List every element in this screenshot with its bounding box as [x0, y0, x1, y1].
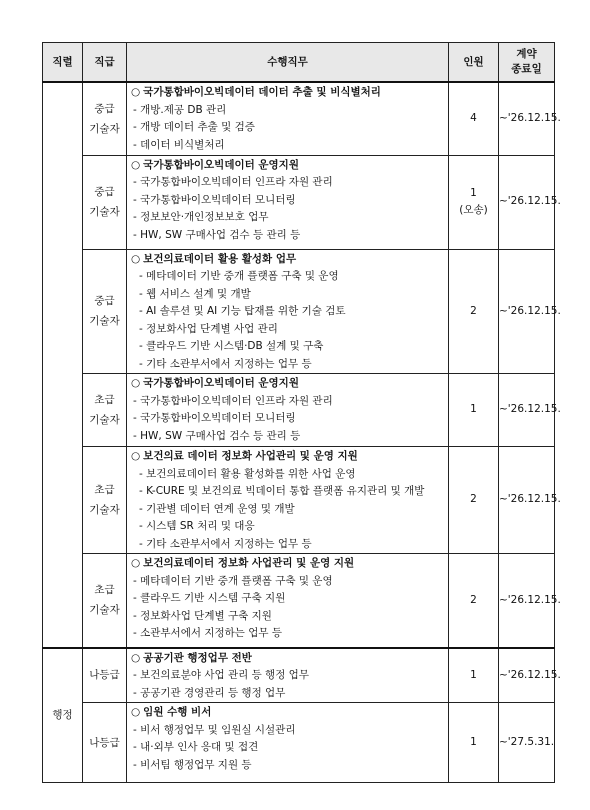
- table-body: [43, 82, 561, 783]
- duty-title: [131, 448, 444, 466]
- duty-item: - HW, SW 구매사업 검수 등 관리 등: [133, 228, 301, 241]
- count-cell: [449, 703, 499, 783]
- duty-item: - 기관별 데이터 연계 운영 및 개발: [139, 502, 295, 515]
- count-text: 1: [470, 668, 477, 681]
- contract-end-cell: ~'26.12.15.: [499, 447, 555, 554]
- count-cell: [449, 447, 499, 554]
- count-text: (오송): [459, 204, 488, 216]
- duty-title-text: 임원 수행 비서: [143, 706, 212, 718]
- duty-item: - 국가통합바이오빅데이터 인프라 자원 관리: [133, 394, 333, 407]
- duty-item: - 클라우드 기반 시스템 구축 지원: [133, 592, 286, 604]
- duty-item: - 보건의료데이터 활용 활성화를 위한 사업 운영: [139, 467, 356, 480]
- duty-item: - 공공기관 경영관리 등 행정 업무: [133, 686, 286, 699]
- duty-item: - 클라우드 기반 시스템·DB 설계 및 구축: [139, 340, 324, 352]
- grade-text: 기술자: [89, 504, 120, 516]
- duty-title: [131, 84, 444, 102]
- duty-item: - 정보화사업 단계별 사업 관리: [139, 322, 278, 335]
- duty-title-text: 국가통합바이오빅데이터 운영지원: [143, 377, 299, 389]
- grade-cell: [83, 155, 127, 249]
- header-contract-end: [499, 43, 555, 83]
- duties-cell: [127, 374, 449, 447]
- grade-cell: [83, 554, 127, 648]
- duty-title-text: 공공기관 행정업무 전반: [143, 651, 252, 664]
- table-row: [43, 249, 555, 374]
- circle-icon: ○: [131, 651, 141, 664]
- count-cell: [449, 82, 499, 155]
- duties-cell: [127, 703, 449, 783]
- duty-title: [131, 555, 444, 573]
- circle-icon: ○: [131, 557, 141, 569]
- duty-item: - 비서팀 행정업무 지원 등: [133, 758, 252, 771]
- grade-cell: [83, 374, 127, 447]
- duty-item: - 정보화사업 단계별 구축 지원: [133, 609, 272, 622]
- duty-item: - 비서 행정업무 및 임원실 시설관리: [133, 723, 296, 736]
- contract-end-cell: ~'26.12.15.: [499, 82, 555, 155]
- grade-text: 나등급: [89, 736, 120, 749]
- grade-text: 중급: [94, 102, 115, 115]
- duty-item: - HW, SW 구매사업 검수 등 관리 등: [133, 429, 301, 442]
- header-count: 인원: [449, 43, 499, 83]
- duty-item: - K-CURE 및 보건의료 빅데이터 통합 플랫폼 유지관리 및 개발: [139, 485, 425, 497]
- duty-item: - 웹 서비스 설계 및 개발: [139, 287, 251, 300]
- count-cell: [449, 374, 499, 447]
- grade-cell: [83, 648, 127, 703]
- duty-item: - 국가통합바이오빅데이터 인프라 자원 관리: [133, 176, 333, 188]
- duty-title-text: 보건의료데이터 정보화 사업관리 및 운영 지원: [143, 557, 355, 569]
- count-text: 1: [470, 186, 477, 199]
- jobtype-cell-admin: 행정: [43, 648, 83, 783]
- grade-text: 기술자: [89, 122, 120, 135]
- jobtype-cell-tech: [43, 82, 83, 648]
- count-text: 2: [470, 493, 477, 506]
- count-cell: [449, 648, 499, 703]
- table-row: [43, 447, 555, 554]
- duties-cell: [127, 82, 449, 155]
- duty-item: - 정보보안·개인정보보호 업무: [133, 211, 269, 223]
- duty-item: - 개방.제공 DB 관리: [133, 103, 227, 116]
- grade-cell: [83, 249, 127, 374]
- count-text: 4: [470, 112, 477, 124]
- contract-end-cell: ~'26.12.15.: [499, 648, 555, 703]
- grade-text: 중급: [94, 186, 115, 198]
- grade-cell: [83, 82, 127, 155]
- grade-text: 기술자: [89, 604, 120, 617]
- table-row: [43, 82, 555, 155]
- circle-icon: ○: [131, 158, 141, 171]
- count-cell: [449, 554, 499, 648]
- contract-end-cell: ~'26.12.15.: [499, 249, 555, 374]
- duty-title: [131, 704, 444, 722]
- duties-cell: [127, 249, 449, 374]
- duty-item: - 메타데이터 기반 중개 플랫폼 구축 및 운영: [133, 574, 333, 587]
- circle-icon: ○: [131, 706, 141, 718]
- grade-text: 중급: [94, 295, 115, 308]
- count-cell: [449, 155, 499, 249]
- duty-item: - 내·외부 인사 응대 및 접견: [133, 741, 259, 753]
- duty-item: - 보건의료분야 사업 관리 등 행정 업무: [133, 669, 309, 681]
- duties-cell: [127, 155, 449, 249]
- duty-title: [131, 375, 444, 393]
- duty-title-text: 보건의료 데이터 정보화 사업관리 및 운영 지원: [143, 450, 358, 462]
- contract-end-cell: ~'26.12.15.: [499, 155, 555, 249]
- duty-item: - AI 솔루션 및 AI 기능 탑재를 위한 기술 검토: [139, 305, 346, 317]
- header-jobtype: 직렬: [43, 43, 83, 83]
- duty-title-text: 국가통합바이오빅데이터 운영지원: [143, 158, 299, 171]
- duty-item: - 국가통합바이오빅데이터 모니터링: [133, 412, 296, 424]
- table-row: [43, 374, 555, 447]
- grade-text: 기술자: [89, 315, 120, 328]
- count-text: 2: [470, 304, 477, 317]
- grade-cell: [83, 703, 127, 783]
- grade-cell: [83, 447, 127, 554]
- duty-item: - 국가통합바이오빅데이터 모니터링: [133, 193, 296, 206]
- count-text: 1: [470, 403, 477, 416]
- duty-item: - 시스템 SR 처리 및 대응: [139, 520, 255, 532]
- duty-item: - 개방 데이터 추출 및 검증: [133, 121, 255, 133]
- grade-text: 초급: [94, 394, 115, 406]
- grade-text: 기술자: [89, 206, 120, 218]
- contract-end-cell: ~'27.5.31.: [499, 703, 555, 783]
- duty-title: [131, 251, 444, 269]
- duty-item: - 기타 소관부서에서 지정하는 업무 등: [139, 357, 312, 370]
- duty-title-text: 국가통합바이오빅데이터 데이터 추출 및 비식별처리: [143, 86, 381, 98]
- duties-cell: [127, 648, 449, 703]
- duty-title: [131, 157, 444, 175]
- duty-item: - 데이터 비식별처리: [133, 138, 225, 151]
- duty-title-text: 보건의료데이터 활용 활성화 업무: [143, 252, 297, 265]
- header-duties: 수행직무: [127, 43, 449, 83]
- header-row: [43, 43, 555, 83]
- duty-item: - 메타데이터 기반 중개 플랫폼 구축 및 운영: [139, 270, 339, 282]
- table-row: [43, 648, 555, 703]
- grade-text: 기술자: [89, 414, 120, 426]
- table-row: [43, 703, 555, 783]
- contract-end-cell: ~'26.12.15.: [499, 374, 555, 447]
- table-row: [43, 554, 555, 648]
- grade-text: 초급: [94, 584, 115, 597]
- table-row: [43, 155, 555, 249]
- grade-text: 초급: [94, 484, 115, 496]
- contract-end-cell: ~'26.12.15.: [499, 554, 555, 648]
- duties-cell: [127, 447, 449, 554]
- duty-item: - 소관부서에서 지정하는 업무 등: [133, 627, 282, 639]
- header-contract-line1: 계약: [516, 48, 537, 60]
- count-text: 1: [470, 735, 477, 748]
- duties-cell: [127, 554, 449, 648]
- circle-icon: ○: [131, 450, 141, 462]
- count-text: 2: [470, 593, 477, 606]
- header-contract-line2: 종료일: [511, 63, 542, 75]
- duty-title: [131, 650, 444, 668]
- count-cell: [449, 249, 499, 374]
- grade-text: 나등급: [89, 669, 120, 682]
- header-grade: 직급: [83, 43, 127, 83]
- circle-icon: ○: [131, 252, 141, 265]
- circle-icon: ○: [131, 377, 141, 389]
- job-table: [42, 42, 561, 783]
- duty-item: - 기타 소관부서에서 지정하는 업무 등: [139, 537, 312, 550]
- circle-icon: ○: [131, 86, 141, 98]
